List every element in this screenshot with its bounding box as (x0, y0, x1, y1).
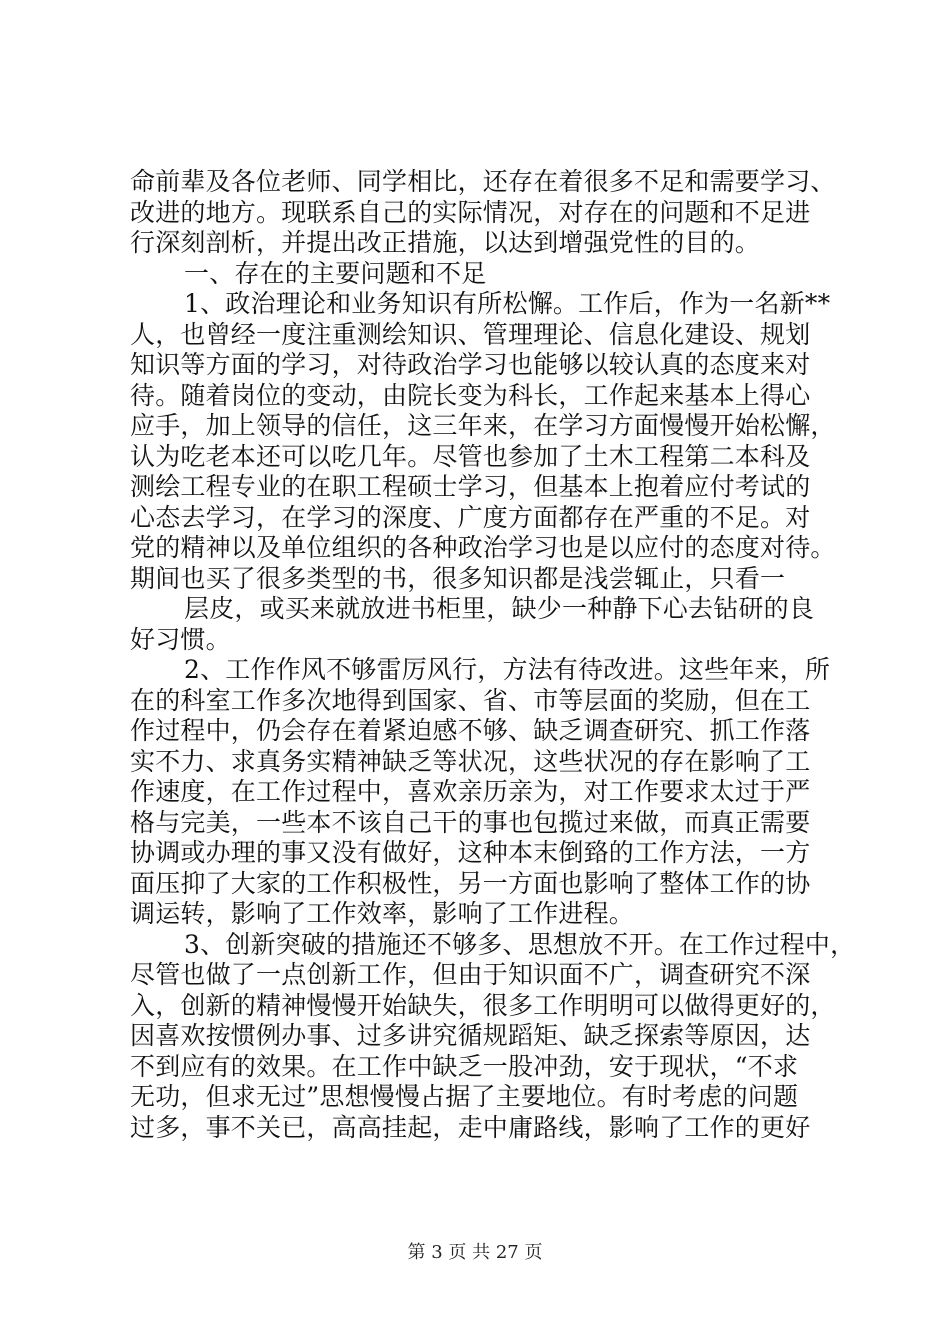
text-line-17: 2、工作作风不够雷厉风行，方法有待改进。这些年来，所 (184, 655, 831, 684)
text-line-11: 测绘工程专业的在职工程硕士学习，但基本上抱着应付考试的 (130, 472, 811, 501)
text-line-26: 3、创新突破的措施还不够多、思想放不开。在工作过程中， (184, 929, 856, 959)
text-line-2: 改进的地方。现联系自己的实际情况，对存在的问题和不足进 (130, 197, 811, 227)
text-line-7: 知识等方面的学习，对待政治学习也能够以较认真的态度来对 (130, 350, 811, 379)
text-line-10: 认为吃老本还可以吃几年。尽管也参加了土木工程第二本科及 (130, 441, 811, 471)
text-line-12: 心态去学习，在学习的深度、广度方面都存在严重的不足。对 (130, 502, 811, 532)
text-line-27: 尽管也做了一点创新工作，但由于知识面不广，调查研究不深 (130, 960, 811, 989)
text-line-1: 命前辈及各位老师、同学相比，还存在着很多不足和需要学习、 (130, 167, 836, 196)
text-line-28: 入，创新的精神慢慢开始缺失，很多工作明明可以做得更好的， (130, 990, 836, 1020)
text-line-22: 格与完美，一些本不该自己干的事也包揽过来做，而真正需要 (130, 807, 811, 837)
section-heading: 一、存在的主要问题和不足 (184, 258, 487, 288)
text-line-14: 期间也买了很多类型的书，很多知识都是浅尝辄止，只看一 (130, 563, 786, 593)
text-line-6: 人，也曾经一度注重测绘知识、管理理论、信息化建设、规划 (130, 319, 811, 349)
page-number-footer: 第 3 页 共 27 页 (407, 1242, 543, 1263)
text-line-30: 不到应有的效果。在工作中缺乏一股冲劲，安于现状，“不求 (130, 1051, 799, 1081)
text-line-24: 面压抑了大家的工作积极性，另一方面也影响了整体工作的协 (130, 868, 811, 898)
text-line-21: 作速度，在工作过程中，喜欢亲历亲为，对工作要求太过于严 (130, 777, 811, 806)
text-line-31: 无功，但求无过”思想慢慢占据了主要地位。有时考虑的问题 (130, 1082, 799, 1111)
text-line-25: 调运转，影响了工作效率，影响了工作进程。 (130, 899, 635, 928)
text-line-19: 作过程中，仍会存在着紧迫感不够、缺乏调查研究、抓工作落 (130, 716, 811, 745)
text-line-5: 1、政治理论和业务知识有所松懈。工作后，作为一名新** (184, 289, 831, 318)
text-line-3: 行深刻剖析，并提出改正措施，以达到增强党性的目的。 (130, 228, 761, 257)
text-line-8: 待。随着岗位的变动，由院长变为科长，工作起来基本上得心 (130, 380, 811, 410)
text-line-32: 过多，事不关已，高高挂起，走中庸路线，影响了工作的更好 (130, 1112, 811, 1142)
text-line-15: 层皮，或买来就放进书柜里，缺少一种静下心去钻研的良 (184, 594, 815, 623)
text-line-23: 协调或办理的事又没有做好，这种本末倒臵的工作方法，一方 (130, 838, 811, 867)
text-line-18: 在的科室工作多次地得到国家、省、市等层面的奖励，但在工 (130, 685, 811, 715)
text-line-16: 好习惯。 (130, 624, 231, 654)
text-line-13: 党的精神以及单位组织的各种政治学习也是以应付的态度对待。 (130, 533, 836, 562)
text-line-29: 因喜欢按惯例办事、过多讲究循规蹈矩、缺乏探索等原因，达 (130, 1021, 811, 1050)
text-line-20: 实不力、求真务实精神缺乏等状况，这些状况的存在影响了工 (130, 746, 811, 776)
text-line-9: 应手，加上领导的信任，这三年来，在学习方面慢慢开始松懈， (130, 411, 836, 440)
